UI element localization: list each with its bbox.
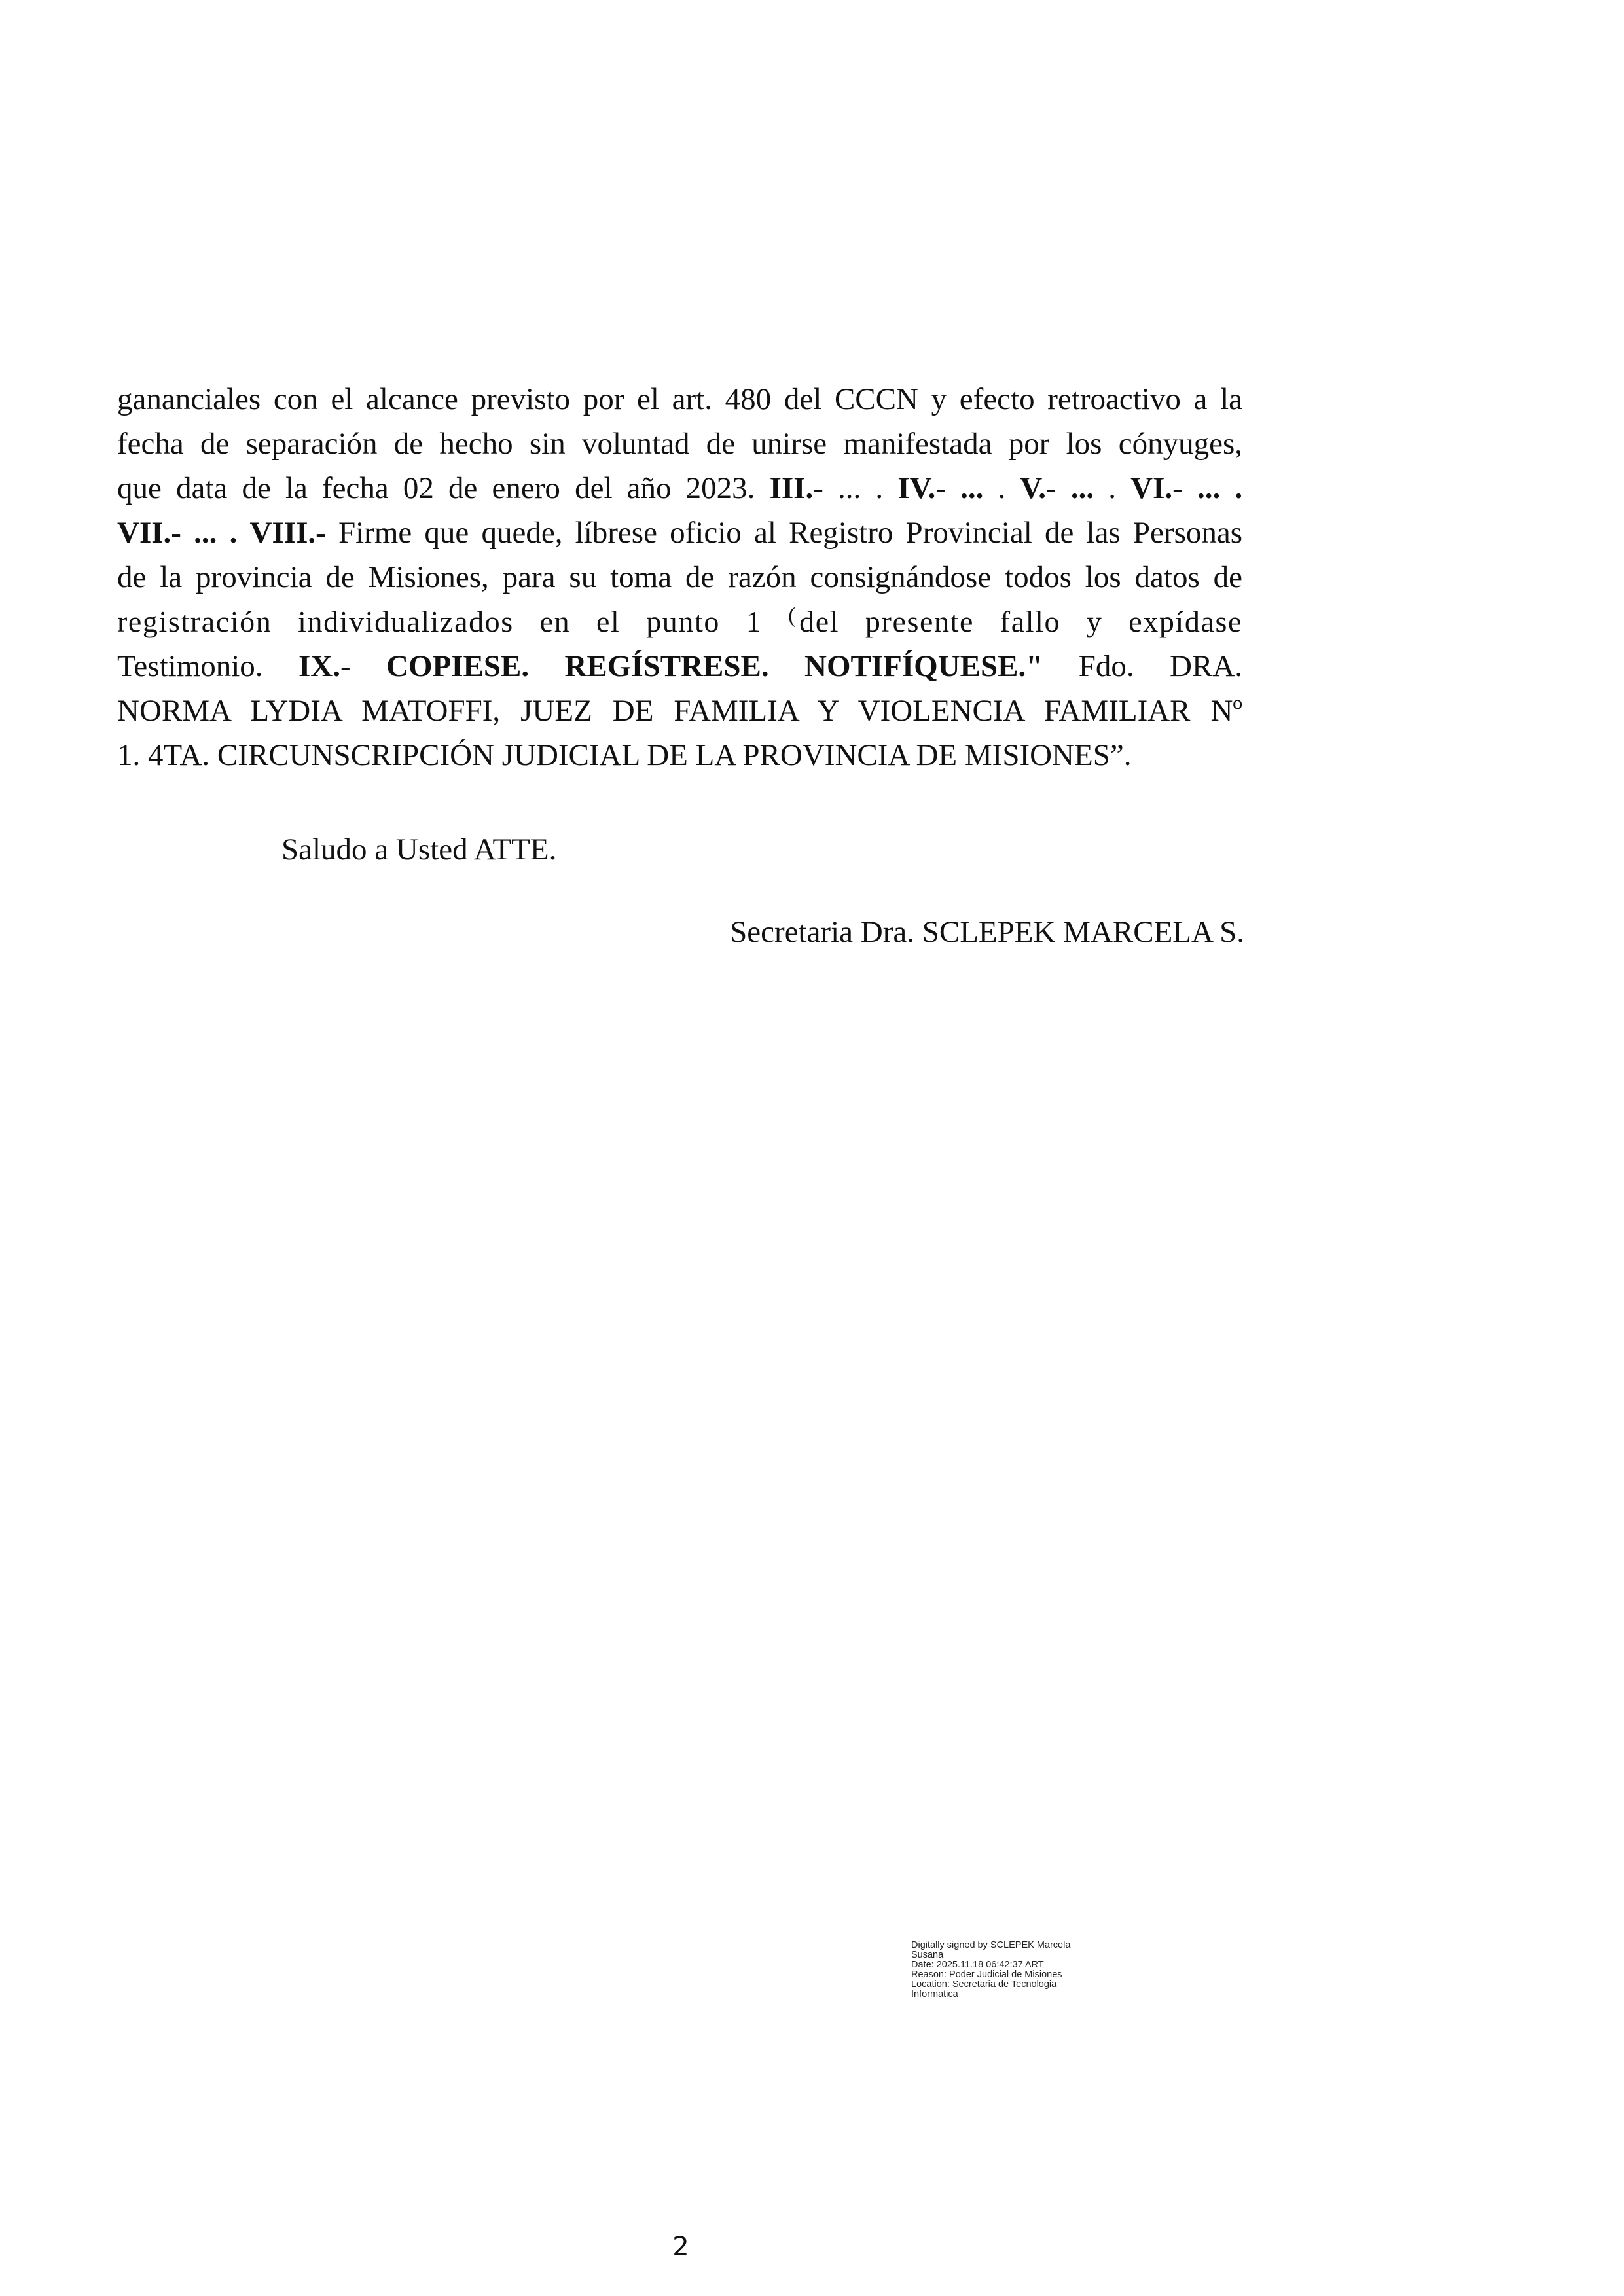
ellipsis: ... (194, 516, 217, 550)
salutation: Saludo a Usted ATTE. (281, 833, 557, 867)
body-line-5: de la provincia de Misiones, para su toma de razón consignándose todos los datos de (117, 560, 1242, 594)
body-line-6-part-b: del presente fallo y expídase (799, 605, 1242, 638)
body-line-7-part-b: Fdo. DRA. (1078, 649, 1243, 683)
body-line-3-text: que data de la fecha 02 de enero del año 2023. (117, 471, 755, 505)
ellipsis: ... (1070, 471, 1094, 505)
roman-v: V.- (1020, 471, 1056, 505)
body-line-7-part-a: Testimonio. (117, 649, 263, 683)
body-line-4-text: Firme que quede, líbrese oficio al Registro Provincial de las Personas (338, 516, 1243, 550)
body-line-6 (117, 603, 1242, 643)
body-line-3: que data de la fecha 02 de enero del año 2023. III.- ... . IV.- ... . V.- ... . VI.- ... . (117, 471, 1243, 505)
roman-iii: III.- (769, 471, 823, 505)
roman-vii: VII.- (117, 516, 181, 550)
body-line-2: fecha de separación de hecho sin voluntad de unirse manifestada por los cónyuges, (117, 427, 1242, 461)
body-line-8: NORMA LYDIA MATOFFI, JUEZ DE FAMILIA Y VIOLENCIA FAMILIAR Nº (117, 694, 1242, 728)
body-line-7 (117, 648, 1242, 685)
ellipsis: ... (1197, 471, 1221, 505)
digital-signature-line: Informatica (911, 1989, 958, 2000)
digital-signature-reason: Reason: Poder Judicial de Misiones (911, 1969, 1062, 1980)
ellipsis: ... (960, 471, 984, 505)
body-line-9: 1. 4TA. CIRCUNSCRIPCIÓN JUDICIAL DE LA PROVINCIA DE MISIONES”. (117, 738, 1132, 772)
digital-signature-line: Digitally signed by SCLEPEK Marcela (911, 1940, 1071, 1950)
body-line-7-bold: IX.- COPIESE. REGÍSTRESE. NOTIFÍQUESE." (298, 649, 1043, 683)
ellipsis: ... (838, 471, 861, 505)
superscript-paren: ( (788, 603, 797, 628)
body-line-6-part-a: registración individualizados en el punto 1 (117, 605, 763, 638)
digital-signature-location: Location: Secretaria de Tecnologia (911, 1979, 1057, 1990)
roman-iv: IV.- (897, 471, 946, 505)
signer-name: Secretaria Dra. SCLEPEK MARCELA S. (730, 915, 1244, 949)
digital-signature-line: Susana (911, 1950, 944, 1960)
roman-viii: VIII.- (249, 516, 326, 550)
digital-signature-date: Date: 2025.11.18 06:42:37 ART (911, 1960, 1044, 1970)
page-number: 2 (672, 2232, 689, 2262)
roman-vi: VI.- (1130, 471, 1183, 505)
digital-signature-block (911, 1941, 1121, 2000)
body-line-1: gananciales con el alcance previsto por el art. 480 del CCCN y efecto retroactivo a la (117, 382, 1242, 416)
body-line-4: VII.- ... . VIII.- Firme que quede, líbrese oficio al Registro Provincial de las Personas (117, 516, 1243, 550)
